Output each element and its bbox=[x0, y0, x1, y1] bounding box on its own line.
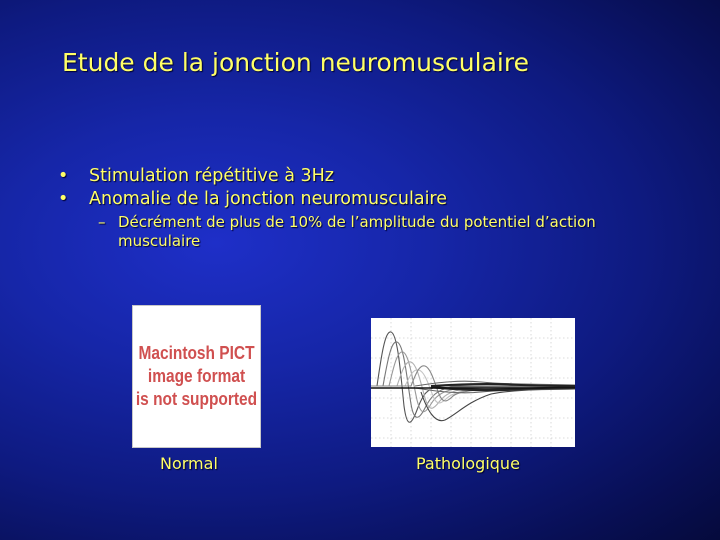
bullet-marker: • bbox=[58, 166, 69, 186]
bullet-marker: • bbox=[58, 189, 69, 209]
pict-placeholder-line: is not supported bbox=[135, 389, 258, 409]
bullet-text: Stimulation répétitive à 3Hz bbox=[89, 166, 334, 186]
pict-placeholder-image bbox=[132, 305, 261, 448]
trace-waveforms bbox=[371, 332, 575, 422]
caption-normal: Normal bbox=[160, 454, 218, 473]
emg-trace-plot bbox=[371, 318, 575, 447]
sub-bullet-text: Décrément de plus de 10% de l’amplitude du potentiel d’action musculaire bbox=[118, 213, 596, 250]
pict-placeholder-line: Macintosh PICT bbox=[138, 343, 255, 363]
pict-placeholder-line: image format bbox=[147, 366, 246, 386]
bullet-list bbox=[58, 165, 698, 251]
sub-bullet-decrement bbox=[98, 213, 658, 251]
emg-trace-image bbox=[371, 318, 575, 447]
caption-pathologique: Pathologique bbox=[416, 454, 520, 473]
bullet-stimulation bbox=[58, 165, 698, 188]
slide-title: Etude de la jonction neuromusculaire bbox=[62, 48, 529, 77]
sub-bullet-marker: – bbox=[98, 213, 106, 231]
bullet-anomalie bbox=[58, 188, 698, 211]
bullet-text: Anomalie de la jonction neuromusculaire bbox=[89, 189, 448, 209]
